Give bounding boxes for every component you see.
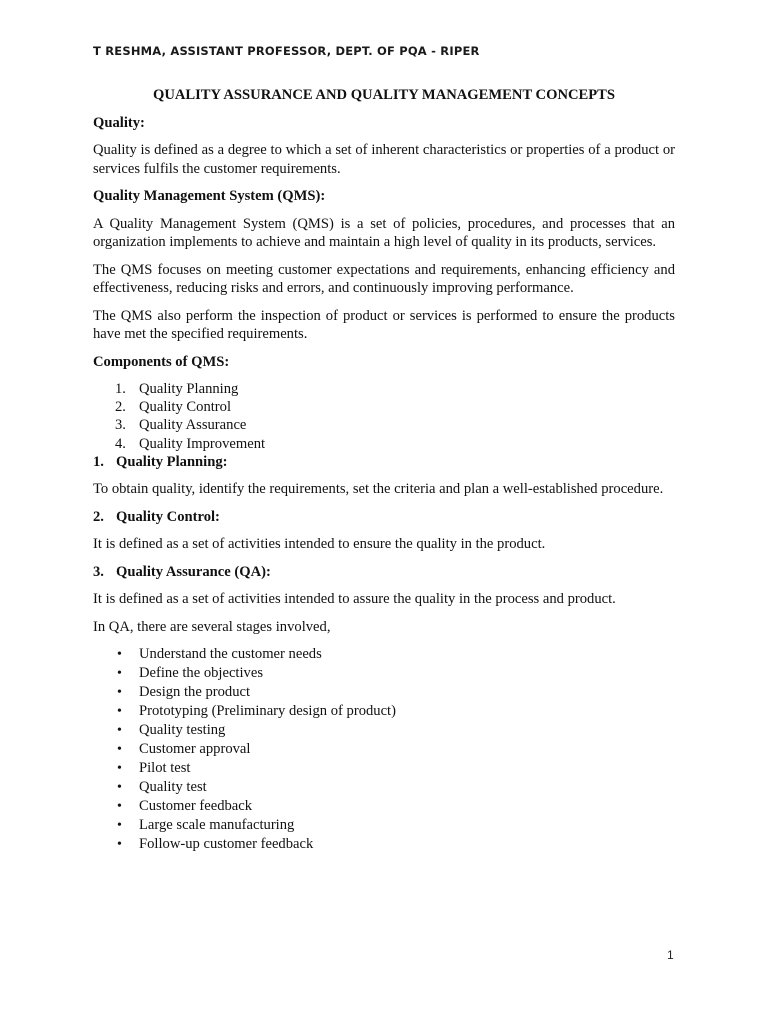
list-number: 3.: [115, 417, 126, 434]
components-heading: Components of QMS:: [93, 353, 230, 370]
bullet: •: [117, 799, 122, 815]
list-item-label: Large scale manufacturing: [139, 817, 295, 834]
list-item: [93, 797, 675, 816]
list-item: [93, 435, 675, 453]
list-item: [93, 380, 675, 398]
bullet: •: [117, 818, 122, 834]
quality-definition: Quality is defined as a degree to which a set of inherent characteristics or properties of a product or services fulfils the customer requirements.: [93, 142, 675, 177]
bullet: •: [117, 647, 122, 663]
list-number: 1.: [115, 381, 126, 397]
list-item: [93, 759, 675, 778]
list-item-label: Define the objectives: [139, 665, 263, 682]
section-number: 1.: [93, 453, 104, 470]
page-header: T RESHMA, ASSISTANT PROFESSOR, DEPT. OF PQA - RIPER: [93, 44, 480, 58]
list-item-label: Quality Improvement: [139, 435, 266, 452]
page-number: 1: [667, 948, 674, 962]
bullet: •: [117, 685, 122, 701]
control-text: It is defined as a set of activities intended to ensure the quality in the product.: [93, 536, 546, 553]
section-number: 2.: [93, 508, 104, 525]
planning-text: To obtain quality, identify the requirements, set the criteria and plan a well-established procedure.: [93, 481, 664, 498]
components-list: [93, 380, 675, 453]
list-number: 2.: [115, 399, 126, 416]
list-item-label: Follow-up customer feedback: [139, 836, 314, 853]
qms-paragraph-3: The QMS also perform the inspection of product or services is performed to ensure the products have met the specified requirements.: [93, 307, 675, 342]
bullet: •: [117, 666, 122, 682]
qms-heading: Quality Management System (QMS):: [93, 188, 326, 204]
assurance-text: It is defined as a set of activities intended to assure the quality in the process and product.: [93, 591, 616, 608]
list-item: [93, 721, 675, 740]
bullet: •: [117, 704, 122, 720]
list-item: [93, 740, 675, 759]
list-number: 4.: [115, 435, 126, 452]
list-item: [93, 816, 675, 835]
quality-heading: Quality:: [93, 114, 145, 131]
list-item: [93, 645, 675, 664]
control-heading: [93, 508, 675, 527]
list-item: [93, 398, 675, 416]
section-title: Quality Planning:: [116, 453, 228, 470]
bullet: •: [117, 837, 122, 853]
list-item: [93, 702, 675, 721]
qa-stages-list: [93, 645, 675, 854]
document-title: QUALITY ASSURANCE AND QUALITY MANAGEMENT CONCEPTS: [152, 87, 616, 103]
document-body: [93, 86, 675, 854]
list-item-label: Customer approval: [139, 741, 251, 758]
list-item-label: Quality Control: [139, 399, 232, 416]
assurance-stages-intro: In QA, there are several stages involved,: [93, 618, 331, 635]
list-item-label: Pilot test: [139, 760, 191, 777]
list-item: [93, 664, 675, 683]
section-title: Quality Assurance (QA):: [116, 563, 271, 580]
bullet: •: [117, 723, 122, 739]
assurance-heading: [93, 563, 675, 582]
bullet: •: [117, 742, 122, 758]
bullet: •: [117, 780, 122, 796]
section-title: Quality Control:: [116, 508, 220, 525]
list-item-label: Quality Planning: [139, 381, 239, 397]
qms-paragraph-2: The QMS focuses on meeting customer expectations and requirements, enhancing efficiency and effectiveness, reducing risks and errors, and continuously improving performance.: [93, 261, 675, 296]
list-item-label: Quality Assurance: [139, 417, 247, 434]
list-item: [93, 778, 675, 797]
list-item-label: Customer feedback: [139, 798, 253, 815]
list-item: [93, 683, 675, 702]
list-item: [93, 835, 675, 854]
qms-paragraph-1: A Quality Management System (QMS) is a set of policies, procedures, and processes that an organization implements to achieve and maintain a high level of quality in its products, services.: [93, 215, 675, 250]
list-item: [93, 416, 675, 434]
list-item-label: Understand the customer needs: [139, 646, 322, 663]
list-item-label: Prototyping (Preliminary design of product): [139, 703, 396, 720]
list-item-label: Quality testing: [139, 722, 226, 739]
section-number: 3.: [93, 563, 104, 580]
list-item-label: Quality test: [139, 779, 207, 796]
list-item-label: Design the product: [139, 684, 251, 701]
planning-heading: [93, 453, 675, 472]
bullet: •: [117, 761, 122, 777]
